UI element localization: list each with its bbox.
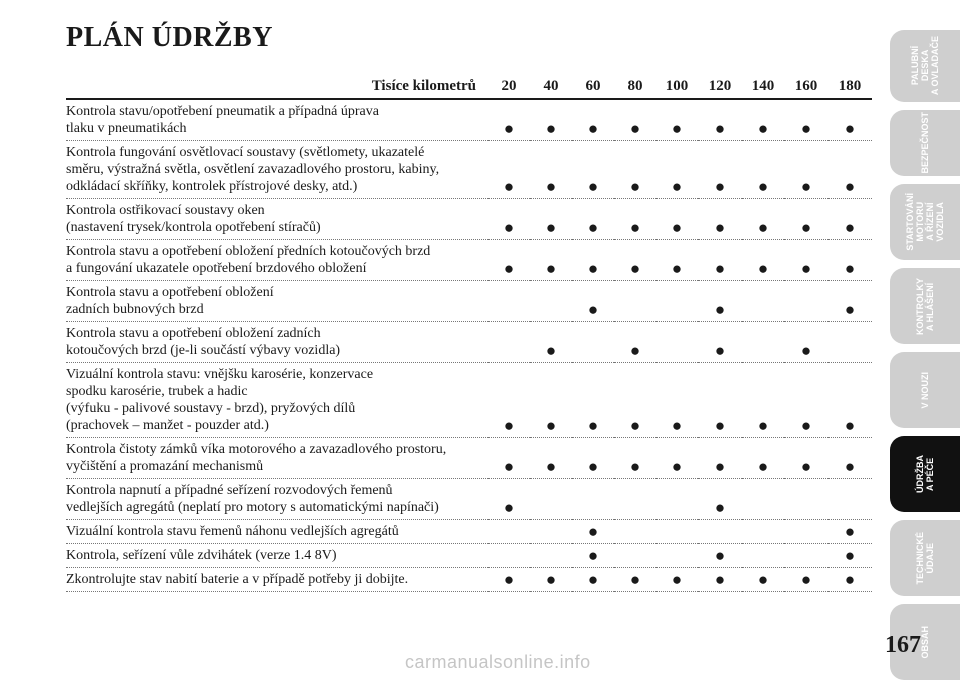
chapter-tab-label: BEZPEČNOST	[920, 112, 930, 174]
chapter-tab-label: ÚDRŽBA A PÉČE	[915, 455, 935, 493]
check-mark-icon: ●	[714, 119, 726, 138]
check-mark-icon: ●	[671, 457, 683, 476]
table-body	[66, 99, 872, 592]
check-mark-icon: ●	[587, 177, 599, 196]
watermark: carmanualsonline.info	[405, 652, 591, 672]
empty-cell	[784, 479, 828, 520]
table-row	[66, 438, 872, 479]
check-mark-icon: ●	[587, 416, 599, 435]
table-row	[66, 520, 872, 544]
check-mark-icon: ●	[629, 341, 641, 360]
empty-cell	[656, 479, 698, 520]
chapter-tab-label: TECHNICKÉ ÚDAJE	[915, 531, 935, 585]
chapter-tab[interactable]	[890, 184, 960, 260]
task-description: Vizuální kontrola stavu řemenů náhonu vedlejších agregátů	[66, 524, 399, 539]
empty-cell	[530, 281, 572, 322]
empty-cell	[614, 544, 656, 568]
check-mark-icon: ●	[800, 218, 812, 237]
check-mark-icon: ●	[671, 177, 683, 196]
empty-cell	[784, 281, 828, 322]
km-column-header: 60	[585, 77, 601, 94]
check-mark-icon: ●	[844, 119, 856, 138]
empty-cell	[488, 520, 530, 544]
check-mark-icon: ●	[671, 119, 683, 138]
check-mark-icon: ●	[844, 457, 856, 476]
check-mark-icon: ●	[757, 177, 769, 196]
empty-cell	[742, 479, 784, 520]
empty-cell	[614, 281, 656, 322]
check-mark-icon: ●	[629, 177, 641, 196]
check-mark-icon: ●	[714, 570, 726, 589]
check-mark-icon: ●	[757, 119, 769, 138]
table-row	[66, 199, 872, 240]
check-mark-icon: ●	[587, 119, 599, 138]
task-description: Kontrola ostřikovací soustavy oken (nastavení trysek/kontrola opotřebení stíračů)	[66, 203, 321, 235]
check-mark-icon: ●	[714, 259, 726, 278]
empty-cell	[742, 520, 784, 544]
table-row	[66, 568, 872, 592]
check-mark-icon: ●	[545, 177, 557, 196]
check-mark-icon: ●	[714, 546, 726, 565]
check-mark-icon: ●	[545, 457, 557, 476]
empty-cell	[656, 544, 698, 568]
check-mark-icon: ●	[844, 218, 856, 237]
chapter-tab[interactable]	[890, 268, 960, 344]
empty-cell	[572, 322, 614, 363]
check-mark-icon: ●	[714, 457, 726, 476]
page-number: 167	[885, 632, 921, 658]
chapter-tab-label: STARTOVÁNÍ MOTORU A ŘÍZENÍ VOZIDLA	[905, 193, 945, 251]
chapter-tab[interactable]	[890, 30, 960, 102]
check-mark-icon: ●	[671, 570, 683, 589]
check-mark-icon: ●	[545, 119, 557, 138]
check-mark-icon: ●	[800, 457, 812, 476]
empty-cell	[488, 322, 530, 363]
empty-cell	[828, 479, 872, 520]
table-row	[66, 141, 872, 199]
empty-cell	[784, 544, 828, 568]
check-mark-icon: ●	[671, 218, 683, 237]
check-mark-icon: ●	[844, 546, 856, 565]
check-mark-icon: ●	[587, 300, 599, 319]
empty-cell	[614, 479, 656, 520]
check-mark-icon: ●	[757, 218, 769, 237]
check-mark-icon: ●	[503, 416, 515, 435]
check-mark-icon: ●	[714, 416, 726, 435]
km-column-header: 180	[838, 77, 862, 94]
check-mark-icon: ●	[800, 570, 812, 589]
km-column-header: 20	[501, 77, 517, 94]
chapter-tab-label: PALUBNÍ DESKA A OVLADAČE	[910, 36, 940, 96]
empty-cell	[488, 544, 530, 568]
chapter-tab[interactable]	[890, 110, 960, 176]
check-mark-icon: ●	[545, 341, 557, 360]
check-mark-icon: ●	[757, 570, 769, 589]
km-column-header: 40	[543, 77, 559, 94]
empty-cell	[742, 544, 784, 568]
check-mark-icon: ●	[545, 416, 557, 435]
empty-cell	[784, 520, 828, 544]
chapter-tab-label: V NOUZI	[920, 371, 930, 409]
empty-cell	[530, 544, 572, 568]
task-description: Zkontrolujte stav nabití baterie a v případě potřeby ji dobijte.	[66, 572, 409, 587]
task-description: Kontrola stavu/opotřebení pneumatik a případná úprava tlaku v pneumatikách	[66, 104, 379, 136]
check-mark-icon: ●	[503, 177, 515, 196]
check-mark-icon: ●	[587, 457, 599, 476]
task-description: Vizuální kontrola stavu: vnějšku karosérie, konzervace spodku karosérie, trubek a hadic (výfuku - palivové soustavy - brzd), pryžových dílů (prachovek – manžet - pouzder atd.)	[66, 367, 374, 433]
empty-cell	[742, 322, 784, 363]
check-mark-icon: ●	[844, 177, 856, 196]
chapter-tab-label: KONTROLKY A HLÁŠENÍ	[915, 277, 935, 335]
check-mark-icon: ●	[800, 341, 812, 360]
check-mark-icon: ●	[587, 259, 599, 278]
empty-cell	[656, 281, 698, 322]
check-mark-icon: ●	[757, 457, 769, 476]
check-mark-icon: ●	[503, 498, 515, 517]
km-header-label: Tisíce kilometrů	[371, 77, 476, 94]
check-mark-icon: ●	[503, 457, 515, 476]
empty-cell	[530, 520, 572, 544]
chapter-tab[interactable]	[890, 436, 960, 512]
table-row	[66, 281, 872, 322]
check-mark-icon: ●	[587, 522, 599, 541]
check-mark-icon: ●	[844, 522, 856, 541]
check-mark-icon: ●	[629, 259, 641, 278]
check-mark-icon: ●	[503, 218, 515, 237]
empty-cell	[828, 322, 872, 363]
empty-cell	[656, 520, 698, 544]
km-column-header: 160	[794, 77, 818, 94]
empty-cell	[742, 281, 784, 322]
task-description: Kontrola, seřízení vůle zdvihátek (verze 1.4 8V)	[66, 548, 337, 563]
check-mark-icon: ●	[757, 416, 769, 435]
table-row	[66, 240, 872, 281]
check-mark-icon: ●	[629, 218, 641, 237]
check-mark-icon: ●	[503, 119, 515, 138]
task-description: Kontrola fungování osvětlovací soustavy (světlomety, ukazatelé směru, výstražná světla, osvětlení zavazadlového prostoru, kabiny, odkládací skříňky, kontrolek přístrojové desky, atd.)	[66, 145, 440, 194]
check-mark-icon: ●	[545, 218, 557, 237]
empty-cell	[614, 520, 656, 544]
check-mark-icon: ●	[714, 341, 726, 360]
empty-cell	[488, 281, 530, 322]
table-row	[66, 99, 872, 141]
check-mark-icon: ●	[800, 259, 812, 278]
empty-cell	[656, 322, 698, 363]
table-row	[66, 322, 872, 363]
page-title: PLÁN ÚDRŽBY	[66, 22, 273, 53]
table-row	[66, 544, 872, 568]
check-mark-icon: ●	[503, 259, 515, 278]
check-mark-icon: ●	[844, 570, 856, 589]
check-mark-icon: ●	[800, 119, 812, 138]
check-mark-icon: ●	[714, 177, 726, 196]
check-mark-icon: ●	[671, 259, 683, 278]
check-mark-icon: ●	[757, 259, 769, 278]
chapter-tab[interactable]	[890, 352, 960, 428]
check-mark-icon: ●	[587, 546, 599, 565]
km-column-header: 80	[627, 77, 643, 94]
check-mark-icon: ●	[800, 416, 812, 435]
chapter-tab-label: OBSAH	[920, 625, 930, 659]
check-mark-icon: ●	[671, 416, 683, 435]
check-mark-icon: ●	[587, 570, 599, 589]
task-description: Kontrola napnutí a případné seřízení rozvodových řemenů vedlejších agregátů (neplatí pro motory s automatickými napínači)	[66, 483, 439, 515]
check-mark-icon: ●	[714, 300, 726, 319]
check-mark-icon: ●	[503, 570, 515, 589]
check-mark-icon: ●	[844, 300, 856, 319]
chapter-tab[interactable]	[890, 520, 960, 596]
check-mark-icon: ●	[800, 177, 812, 196]
check-mark-icon: ●	[629, 457, 641, 476]
task-description: Kontrola stavu a opotřebení obložení předních kotoučových brzd a fungování ukazatele opotřebení brzdového obložení	[66, 244, 431, 276]
table-row	[66, 479, 872, 520]
table-header-row	[66, 74, 872, 99]
empty-cell	[698, 520, 742, 544]
check-mark-icon: ●	[545, 259, 557, 278]
table-row	[66, 363, 872, 438]
check-mark-icon: ●	[587, 218, 599, 237]
check-mark-icon: ●	[629, 119, 641, 138]
km-column-header: 100	[665, 77, 689, 94]
task-description: Kontrola stavu a opotřebení obložení zadních kotoučových brzd (je-li součástí výbavy vozidla)	[66, 326, 341, 358]
check-mark-icon: ●	[844, 259, 856, 278]
check-mark-icon: ●	[714, 218, 726, 237]
empty-cell	[572, 479, 614, 520]
check-mark-icon: ●	[714, 498, 726, 517]
check-mark-icon: ●	[545, 570, 557, 589]
km-column-header: 140	[751, 77, 775, 94]
task-description: Kontrola čistoty zámků víka motorového a zavazadlového prostoru, vyčištění a promazání mechanismů	[66, 442, 447, 474]
check-mark-icon: ●	[844, 416, 856, 435]
km-column-header: 120	[708, 77, 732, 94]
check-mark-icon: ●	[629, 416, 641, 435]
maintenance-schedule-table	[66, 74, 872, 592]
check-mark-icon: ●	[629, 570, 641, 589]
empty-cell	[530, 479, 572, 520]
chapter-tabs	[890, 30, 960, 688]
task-description: Kontrola stavu a opotřebení obložení zadních bubnových brzd	[66, 285, 274, 317]
